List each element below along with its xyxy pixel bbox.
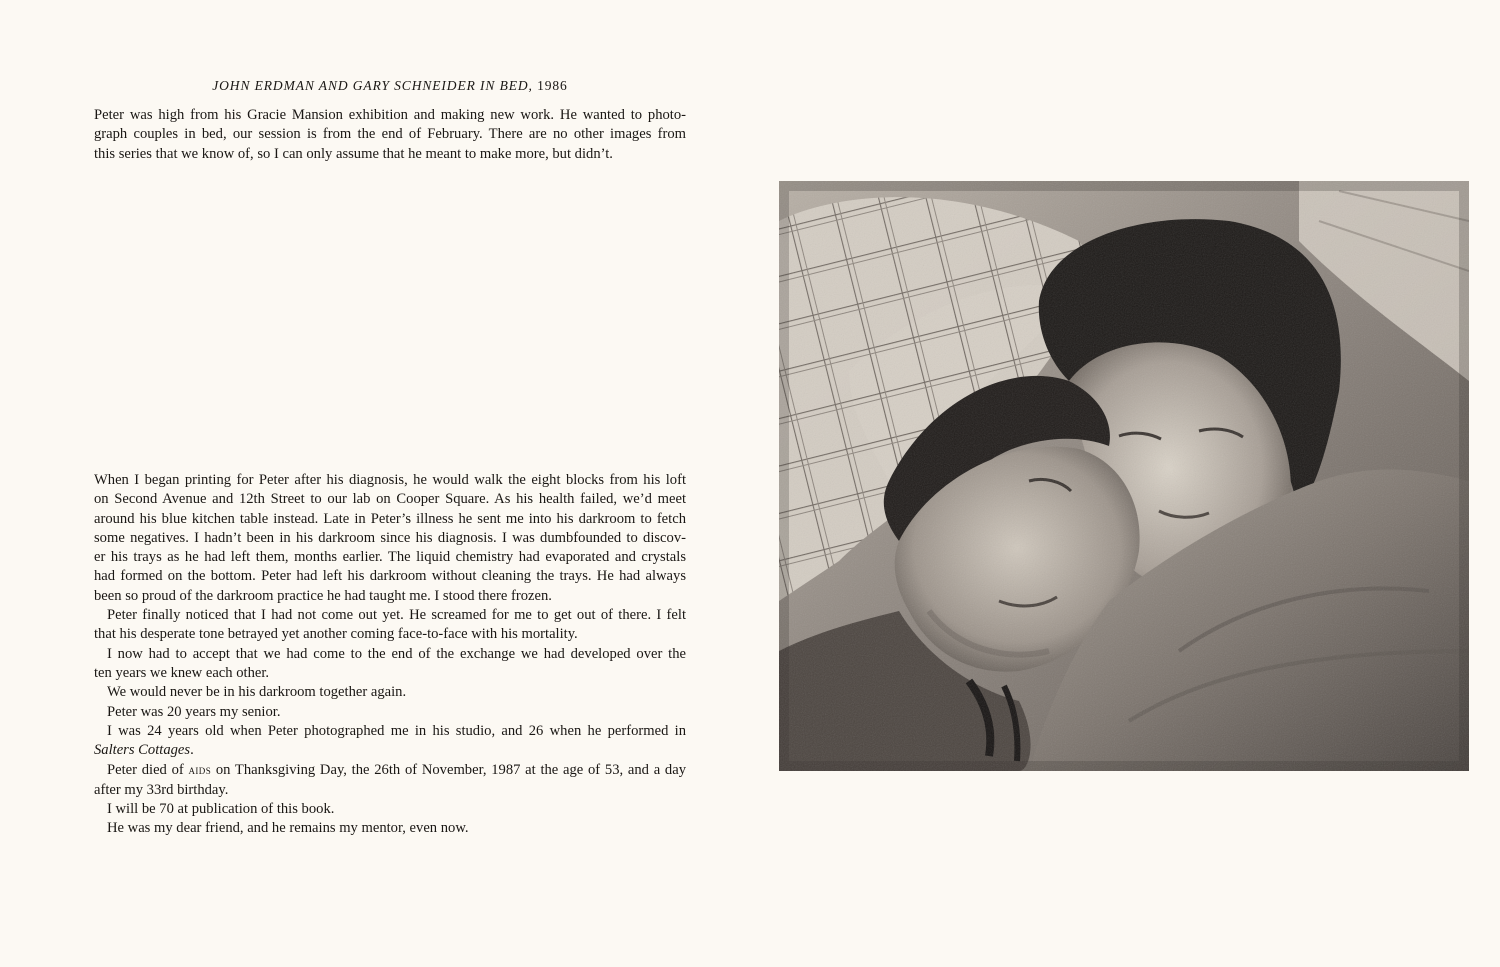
photograph (779, 181, 1469, 771)
period: . (190, 742, 194, 759)
text-line: after my 33rd birthday. (94, 781, 229, 798)
text-line: ten years we knew each other. (94, 664, 270, 681)
text-line: on Second Avenue and 12th Street to our lab on Cooper Square. As his health failed, we’d meet (94, 491, 686, 508)
intro-paragraph (94, 106, 686, 164)
text-line: I was 24 years old when Peter photographed me in his studio, and 26 when he performed in (107, 722, 686, 739)
text-line: been so proud of the darkroom practice he had taught me. I stood there frozen. (94, 587, 552, 604)
text-line: I now had to accept that we had come to the end of the exchange we had developed over the (107, 645, 686, 662)
text-fragment: on Thanksgiving Day, the 26th of November, 1987 at the age of 53, and a day (211, 762, 686, 779)
book-title: Salters Cottages (94, 742, 191, 759)
text-line (94, 760, 686, 780)
text-line: He was my dear friend, and he remains my mentor, even now. (107, 820, 469, 837)
text-line: er his trays as he had left them, months earlier. The liquid chemistry had evaporated and crystals (94, 549, 686, 566)
main-text (94, 471, 686, 839)
text-line: Peter finally noticed that I had not come out yet. He screamed for me to get out of there. I felt (107, 607, 686, 624)
text-line: Peter was 20 years my senior. (107, 703, 281, 720)
text-line: I will be 70 at publication of this book. (107, 801, 335, 818)
caption-title: JOHN ERDMAN AND GARY SCHNEIDER IN BED, (212, 78, 533, 93)
photo-caption (94, 78, 686, 94)
text-line: had formed on the bottom. Peter had left his darkroom without cleaning the trays. He had always (94, 568, 686, 585)
text-line (94, 741, 686, 760)
text-line: Peter was high from his Gracie Mansion exhibition and making new work. He wanted to photo- (94, 107, 686, 123)
text-line: that his desperate tone betrayed yet another coming face-to-face with his mortality. (94, 626, 578, 643)
text-line: We would never be in his darkroom together again. (107, 684, 407, 701)
text-line: some negatives. I hadn’t been in his darkroom since his diagnosis. I was dumbfounded to discov- (94, 529, 686, 546)
text-fragment: Peter died of (107, 762, 189, 779)
text-line: this series that we know of, so I can only assume that he meant to make more, but didn’t. (94, 145, 613, 162)
text-line: When I began printing for Peter after his diagnosis, he would walk the eight blocks from his loft (94, 472, 686, 488)
caption-year: 1986 (537, 78, 568, 93)
aids-smallcaps: aids (188, 762, 212, 778)
text-line: around his blue kitchen table instead. Late in Peter’s illness he sent me into his darkroom to fetch (94, 510, 686, 527)
text-line: graph couples in bed, our session is from the end of February. There are no other images from (94, 126, 686, 143)
photograph-illustration (779, 181, 1469, 771)
